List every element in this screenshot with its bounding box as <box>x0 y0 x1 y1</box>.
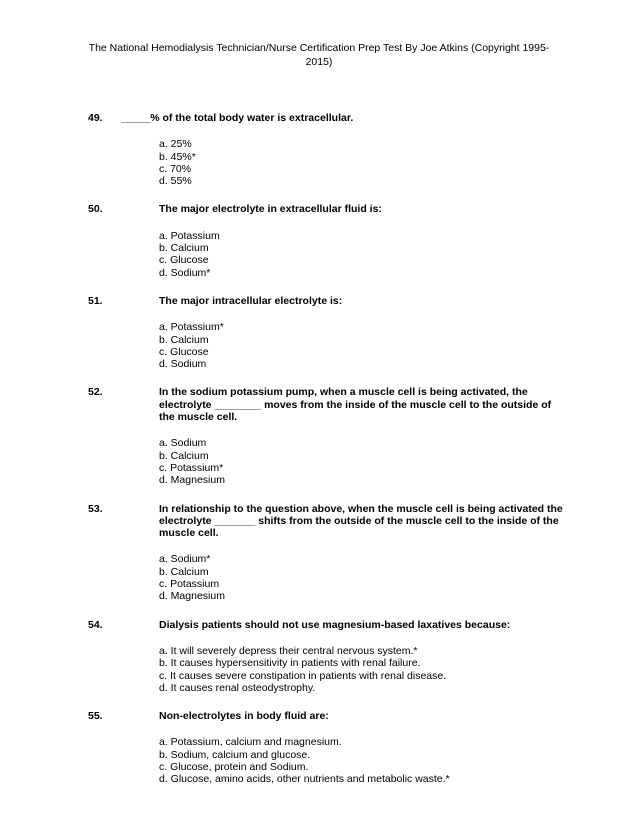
answer-option: c. Potassium <box>159 578 220 591</box>
header-line-2: 2015) <box>305 56 333 68</box>
answer-option: d. 55% <box>159 175 192 188</box>
answer-option: c. Glucose <box>159 345 209 358</box>
answer-option: a. Potassium <box>159 229 220 242</box>
question-49 <box>0 112 638 187</box>
answer-option: d. It causes renal osteodystrophy. <box>159 681 316 694</box>
answer-options <box>159 437 638 486</box>
question-54 <box>0 619 638 694</box>
answer-option: b. It causes hypersensitivity in patients with renal failure. <box>159 657 421 670</box>
answer-option: d. Glucose, amino acids, other nutrients and metabolic waste.* <box>159 773 450 786</box>
question-stem: In the sodium potassium pump, when a muscle cell is being activated, the electrolyte ________ moves from the inside of the muscle cell to the outside of the muscle cell. <box>159 386 552 424</box>
answer-options <box>159 645 638 694</box>
question-number: 50. <box>88 203 103 216</box>
answer-option: a. Sodium <box>159 437 207 450</box>
answer-option: d. Magnesium <box>159 590 225 603</box>
question-stem: _____% of the total body water is extracellular. <box>121 112 354 124</box>
header-line-1: The National Hemodialysis Technician/Nurse Certification Prep Test By Joe Atkins (Copyright 1995- <box>88 42 550 54</box>
answer-option: a. 25% <box>159 138 192 151</box>
question-list <box>0 112 638 802</box>
answer-option: c. Glucose, protein and Sodium. <box>159 760 309 773</box>
answer-options <box>159 230 638 279</box>
answer-option: d. Sodium <box>159 358 207 371</box>
question-number: 53. <box>88 502 103 515</box>
question-51 <box>0 295 638 370</box>
answer-options <box>159 736 638 785</box>
answer-option: d. Sodium* <box>159 266 211 279</box>
document-header <box>80 41 558 69</box>
answer-option: d. Magnesium <box>159 474 225 487</box>
question-stem: The major intracellular electrolyte is: <box>159 294 343 307</box>
answer-option: a. It will severely depress their central nervous system.* <box>159 644 418 657</box>
question-number: 52. <box>88 386 103 399</box>
question-number: 54. <box>88 618 103 631</box>
answer-option: c. 70% <box>159 162 192 175</box>
answer-option: a. Sodium* <box>159 553 211 566</box>
answer-option: b. Calcium <box>159 333 209 346</box>
answer-option: b. Sodium, calcium and glucose. <box>159 748 311 761</box>
question-number: 49. <box>88 112 103 124</box>
answer-option: b. Calcium <box>159 242 209 255</box>
question-stem: The major electrolyte in extracellular fluid is: <box>159 203 382 216</box>
question-number: 55. <box>88 710 103 723</box>
answer-option: c. Glucose <box>159 254 209 267</box>
question-stem: Dialysis patients should not use magnesium-based laxatives because: <box>159 618 511 631</box>
question-stem: Non-electrolytes in body fluid are: <box>159 710 329 723</box>
question-52 <box>0 386 638 486</box>
answer-options <box>159 553 638 602</box>
question-53 <box>0 503 638 603</box>
answer-option: b. Calcium <box>159 565 209 578</box>
answer-option: b. 45%* <box>159 150 196 163</box>
answer-option: c. Potassium* <box>159 461 224 474</box>
question-55 <box>0 710 638 785</box>
question-50 <box>0 203 638 278</box>
answer-options <box>159 321 638 370</box>
answer-option: a. Potassium* <box>159 321 224 334</box>
answer-option: b. Calcium <box>159 449 209 462</box>
answer-option: a. Potassium, calcium and magnesium. <box>159 736 342 749</box>
answer-option: c. It causes severe constipation in patients with renal disease. <box>159 669 447 682</box>
question-number: 51. <box>88 294 103 307</box>
answer-options <box>159 138 638 187</box>
question-stem: In relationship to the question above, when the muscle cell is being activated the electrolyte _______ shifts from the outside of the muscle cell to the inside of the muscle cell. <box>159 502 563 540</box>
